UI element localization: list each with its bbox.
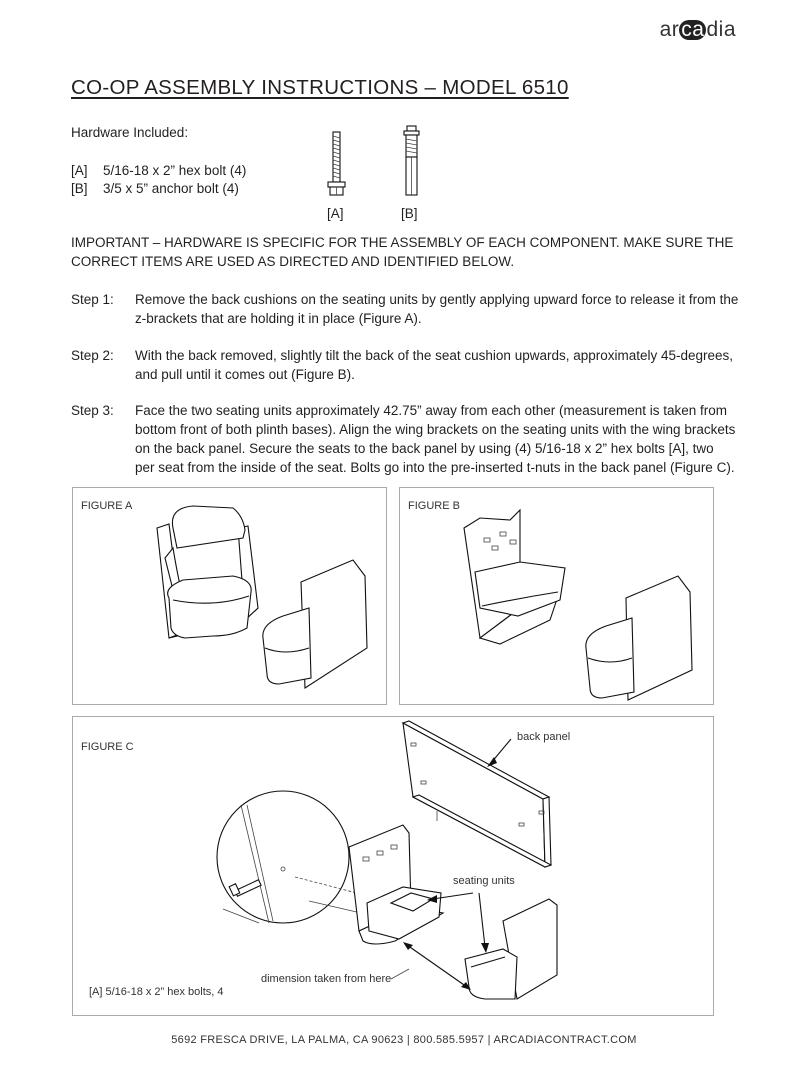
hardware-caption-b: [B] bbox=[401, 206, 418, 221]
hardware-code: [B] bbox=[71, 181, 88, 196]
hardware-heading: Hardware Included: bbox=[71, 125, 189, 140]
logo-text-end: dia bbox=[706, 18, 736, 41]
figure-b-label: FIGURE B bbox=[408, 500, 460, 512]
important-line: IMPORTANT – HARDWARE IS SPECIFIC FOR THE ASSEMBLY OF EACH COMPONENT. MAKE SURE THE bbox=[71, 235, 734, 250]
important-line: CORRECT ITEMS ARE USED AS DIRECTED AND IDENTIFIED BELOW. bbox=[71, 254, 515, 269]
step-text-line: and pull until it comes out (Figure B). bbox=[135, 367, 355, 382]
step-label: Step 3: bbox=[71, 403, 114, 418]
hardware-desc: 5/16-18 x 2” hex bolt (4) bbox=[103, 163, 247, 178]
hardware-desc: 3/5 x 5” anchor bolt (4) bbox=[103, 181, 239, 196]
hex-bolt-icon bbox=[322, 128, 352, 200]
step-text-line: z-brackets that are holding it in place (Figure A). bbox=[135, 311, 422, 326]
seating-units-label: seating units bbox=[453, 875, 515, 887]
step-text-line: per seat from the inside of the seat. Bolts go into the pre-inserted t-nuts in the back panel (Figure C). bbox=[135, 460, 735, 475]
step-label: Step 2: bbox=[71, 348, 114, 363]
hardware-caption-a: [A] bbox=[327, 206, 344, 221]
figure-b-box bbox=[399, 487, 714, 705]
footer-contact: 5692 FRESCA DRIVE, LA PALMA, CA 90623 | 800.585.5957 | ARCADIACONTRACT.COM bbox=[171, 1034, 637, 1046]
figure-c-box bbox=[72, 716, 714, 1016]
step-text-line: on the back panel. Secure the seats to the back panel by using (4) 5/16-18 x 2” hex bolts [A], two bbox=[135, 441, 714, 456]
step-label: Step 1: bbox=[71, 292, 114, 307]
hardware-item bbox=[71, 181, 239, 196]
hardware-code: [A] bbox=[71, 163, 88, 178]
logo-text-start: ar bbox=[659, 18, 680, 41]
brand-logo bbox=[660, 18, 736, 42]
back-panel-label: back panel bbox=[517, 731, 571, 743]
step-1 bbox=[71, 290, 741, 328]
logo-text-mid: ca bbox=[681, 18, 705, 41]
step-3 bbox=[71, 401, 741, 477]
figure-a-illustration bbox=[73, 488, 388, 706]
hardware-item bbox=[71, 163, 246, 178]
dimension-label: dimension taken from here bbox=[261, 973, 392, 985]
figure-a-box bbox=[72, 487, 387, 705]
step-2 bbox=[71, 346, 741, 384]
figure-b-illustration bbox=[400, 488, 715, 706]
step-text-line: Remove the back cushions on the seating units by gently applying upward force to release it from the bbox=[135, 292, 739, 307]
figure-c-label: FIGURE C bbox=[81, 741, 134, 753]
page-title: CO-OP ASSEMBLY INSTRUCTIONS – MODEL 6510 bbox=[71, 76, 569, 99]
important-notice bbox=[71, 233, 741, 271]
anchor-bolt-icon bbox=[397, 122, 427, 200]
figure-c-illustration bbox=[73, 717, 715, 1017]
figure-a-label: FIGURE A bbox=[81, 500, 133, 512]
step-text-line: With the back removed, slightly tilt the back of the seat cushion upwards, approximately 45-degrees, bbox=[135, 348, 734, 363]
step-text-line: Face the two seating units approximately 42.75” away from each other (measurement is taken from bbox=[135, 403, 728, 418]
step-text-line: bottom front of both plinth bases). Align the wing brackets on the seating units with the wing brackets bbox=[135, 422, 736, 437]
hardware-note-label: [A] 5/16-18 x 2” hex bolts, 4 bbox=[89, 986, 224, 998]
